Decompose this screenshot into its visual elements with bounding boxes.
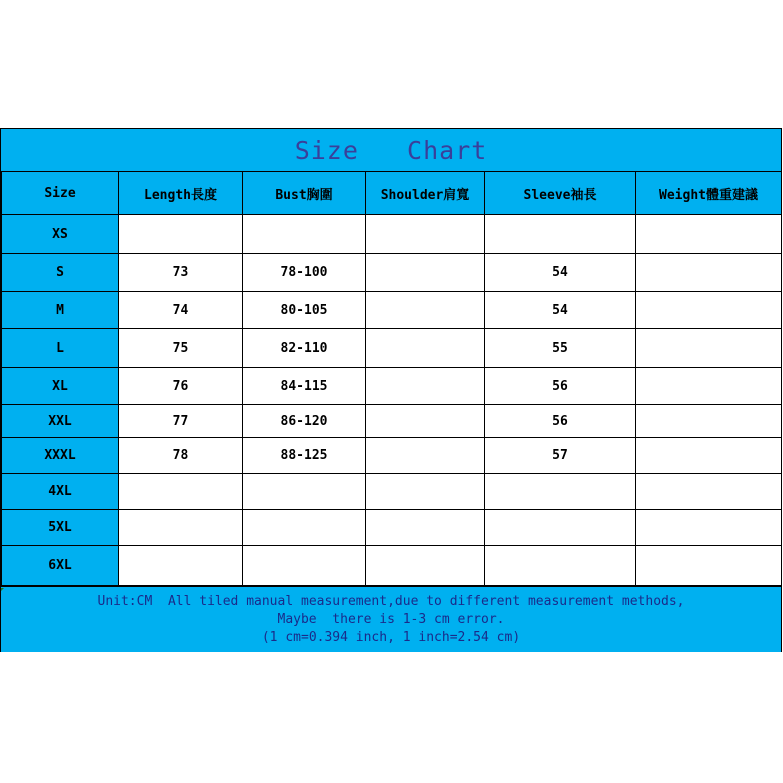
shoulder-cell (366, 254, 485, 292)
shoulder-cell (366, 292, 485, 329)
sleeve-cell: 54 (485, 254, 636, 292)
table-row (2, 215, 782, 254)
weight-cell (636, 546, 782, 586)
header-sleeve: Sleeve袖長 (485, 172, 636, 215)
header-shoulder: Shoulder肩寬 (366, 172, 485, 215)
size-cell: S (2, 254, 119, 292)
shoulder-cell (366, 215, 485, 254)
sleeve-cell: 56 (485, 405, 636, 438)
header-size: Size (2, 172, 119, 215)
table-row (2, 329, 782, 368)
chart-title: Size Chart (294, 135, 488, 165)
sleeve-cell: 57 (485, 438, 636, 474)
size-cell: 6XL (2, 546, 119, 586)
table-row (2, 474, 782, 510)
sleeve-cell (485, 215, 636, 254)
weight-cell (636, 438, 782, 474)
header-row (2, 172, 782, 215)
table-row (2, 254, 782, 292)
size-cell: 4XL (2, 474, 119, 510)
table-row (2, 405, 782, 438)
header-weight: Weight體重建議 (636, 172, 782, 215)
shoulder-cell (366, 329, 485, 368)
weight-cell (636, 474, 782, 510)
shoulder-cell (366, 438, 485, 474)
weight-cell (636, 292, 782, 329)
sleeve-cell (485, 474, 636, 510)
weight-cell (636, 368, 782, 405)
weight-cell (636, 405, 782, 438)
bust-cell: 78-100 (243, 254, 366, 292)
weight-cell (636, 254, 782, 292)
size-cell: XL (2, 368, 119, 405)
bust-cell (243, 546, 366, 586)
bust-cell (243, 474, 366, 510)
bust-cell: 86-120 (243, 405, 366, 438)
length-cell (119, 510, 243, 546)
corner-mark-icon (1, 588, 4, 591)
size-table (1, 172, 782, 586)
shoulder-cell (366, 474, 485, 510)
note-line-3: (1 cm=0.394 inch, 1 inch=2.54 cm) (261, 629, 521, 645)
weight-cell (636, 510, 782, 546)
size-cell: XS (2, 215, 119, 254)
shoulder-cell (366, 546, 485, 586)
length-cell (119, 546, 243, 586)
size-cell: XXXL (2, 438, 119, 474)
shoulder-cell (366, 368, 485, 405)
size-cell: L (2, 329, 119, 368)
bust-cell: 88-125 (243, 438, 366, 474)
table-row (2, 546, 782, 586)
weight-cell (636, 215, 782, 254)
title-bar (1, 128, 781, 172)
measurement-note (1, 586, 781, 652)
table-row (2, 510, 782, 546)
size-cell: M (2, 292, 119, 329)
bust-cell (243, 215, 366, 254)
sleeve-cell: 56 (485, 368, 636, 405)
sleeve-cell (485, 546, 636, 586)
header-bust: Bust胸圍 (243, 172, 366, 215)
sleeve-cell (485, 510, 636, 546)
length-cell: 78 (119, 438, 243, 474)
length-cell (119, 474, 243, 510)
length-cell: 75 (119, 329, 243, 368)
size-cell: 5XL (2, 510, 119, 546)
bust-cell: 84-115 (243, 368, 366, 405)
table-row (2, 368, 782, 405)
length-cell: 77 (119, 405, 243, 438)
size-chart (0, 128, 782, 652)
weight-cell (636, 329, 782, 368)
note-line-2: Maybe there is 1-3 cm error. (277, 611, 505, 627)
sleeve-cell: 54 (485, 292, 636, 329)
shoulder-cell (366, 510, 485, 546)
sleeve-cell: 55 (485, 329, 636, 368)
shoulder-cell (366, 405, 485, 438)
table-row (2, 438, 782, 474)
header-length: Length長度 (119, 172, 243, 215)
bust-cell (243, 510, 366, 546)
length-cell: 76 (119, 368, 243, 405)
note-line-1: Unit:CM All tiled manual measurement,due to different measurement methods, (97, 593, 685, 609)
size-cell: XXL (2, 405, 119, 438)
length-cell: 73 (119, 254, 243, 292)
table-row (2, 292, 782, 329)
bust-cell: 82-110 (243, 329, 366, 368)
length-cell: 74 (119, 292, 243, 329)
length-cell (119, 215, 243, 254)
bust-cell: 80-105 (243, 292, 366, 329)
